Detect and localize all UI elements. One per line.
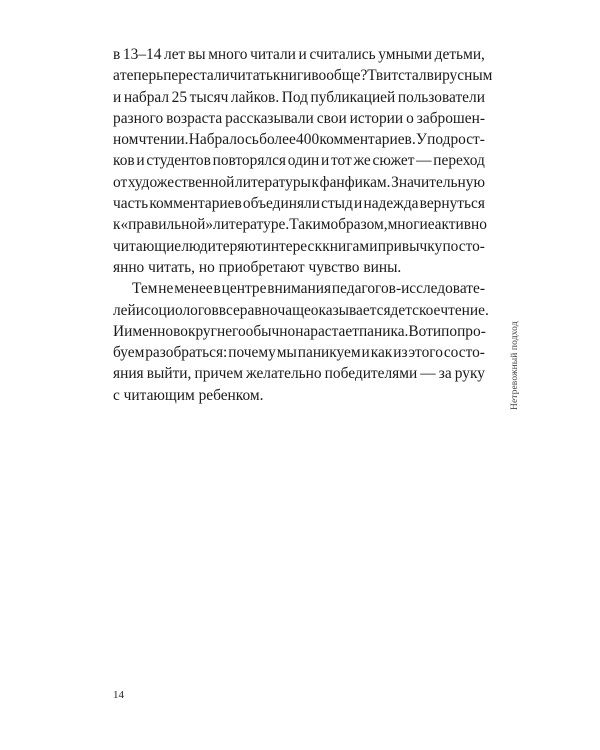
text-line: буем разобраться: почему мы паникуем и как из этого состо- (113, 344, 485, 362)
text-line: читающие люди теряют интерес к книгам и привычку посто- (113, 237, 485, 255)
text-line: яния выйти, причем желательно победителями — за руку (113, 365, 485, 383)
text-line: лей и социологов все равно чаще оказывается детское чтение. (113, 301, 489, 319)
body-text (113, 44, 493, 406)
page-number: 14 (113, 689, 124, 701)
text-line: а теперь перестали читать книги вообще? Твит стал вирусным (113, 67, 493, 85)
text-line: часть комментариев объединяли стыд и надежда вернуться (113, 195, 485, 213)
text-line: янно читать, но приобретают чувство вины. (113, 258, 402, 276)
paragraph-1 (113, 44, 493, 278)
running-header: Нетревожный подход (510, 321, 520, 410)
paragraph-2 (113, 278, 489, 406)
text-line: разного возраста рассказывали свои истории о заброшен- (113, 109, 485, 127)
text-line: И именно вокруг него обычно нарастает паника. Вот и попро- (113, 322, 486, 340)
text-line: от художественной литературы к фанфикам. Значительную (113, 173, 485, 191)
text-line: ков и студентов повторялся один и тот же сюжет — переход (113, 152, 485, 170)
text-line: к «правильной» литературе. Таким образом, многие активно (113, 216, 487, 234)
text-line: Тем не менее в центре внимания педагогов-исследовате- (132, 280, 485, 298)
text-line: в 13–14 лет вы много читали и считались умными детьми, (113, 46, 485, 63)
text-line: с читающим ребенком. (113, 386, 264, 404)
text-line: ном чтении. Набралось более 400 комментариев. У подрост- (113, 131, 485, 149)
text-line: и набрал 25 тысяч лайков. Под публикацией пользователи (113, 88, 485, 106)
